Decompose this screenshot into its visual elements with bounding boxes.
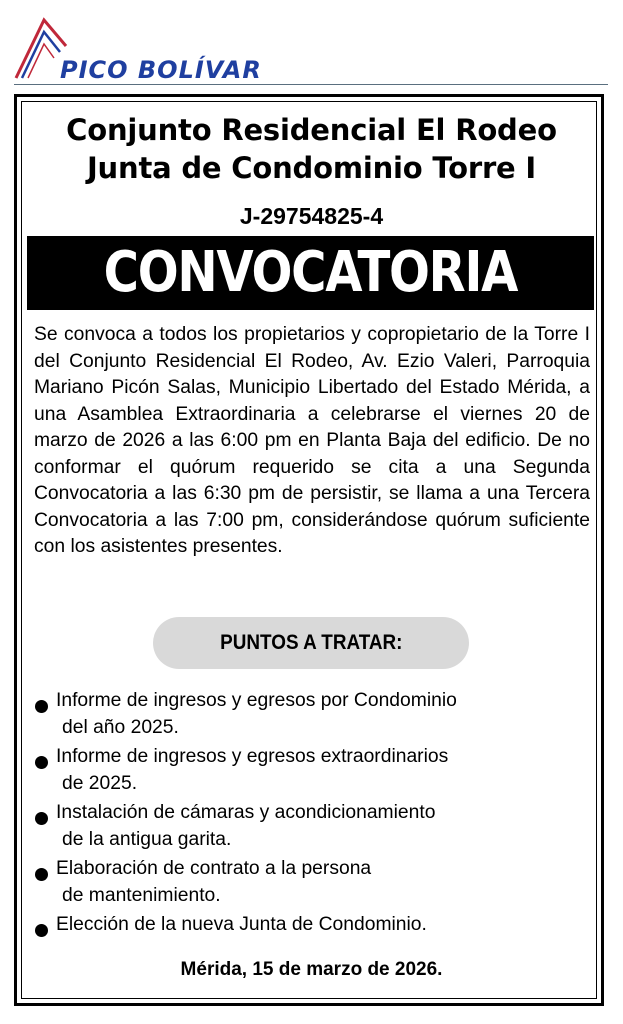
agenda-item-line2: de la antigua garita.	[62, 829, 232, 850]
agenda-item-line2: de mantenimiento.	[62, 885, 221, 906]
bullet-icon	[35, 868, 48, 881]
agenda-item	[34, 799, 594, 853]
bullet-icon	[35, 812, 48, 825]
agenda-heading-text: PUNTOS A TRATAR:	[219, 631, 403, 654]
rif-number: J-29754825-4	[239, 203, 384, 229]
bullet-icon	[35, 756, 48, 769]
notice-date: Mérida, 15 de marzo de 2026.	[180, 959, 443, 980]
bullet-icon	[35, 700, 48, 713]
agenda-item-line2: de 2025.	[62, 773, 138, 794]
agenda-heading	[153, 617, 469, 669]
notice-title-line2: Junta de Condominio Torre I	[86, 151, 537, 185]
agenda-item	[34, 911, 594, 938]
page-header	[0, 0, 623, 88]
agenda-item	[34, 855, 594, 909]
agenda-item-line1: Elaboración de contrato a la persona	[56, 858, 372, 879]
agenda-item-line1: Elección de la nueva Junta de Condominio.	[56, 914, 427, 935]
banner-text: CONVOCATORIA	[103, 240, 518, 305]
notice-body: Se convoca a todos los propietarios y copropietario de la Torre I del Conjunto Residencial El Rodeo, Av. Ezio Valeri, Parroquia Mariano Picón Salas, Municipio Libertado del Estado Mérida, a una Asamblea Extraordinaria a celebrarse el viernes 20 de marzo de 2026 a las 6:00 pm en Planta Baja del edificio. De no conformar el quórum requerido se cita a una Segunda Convocatoria a las 6:30 pm de persistir, se llama a una Tercera Convocatoria a las 7:00 pm, considerándose quórum suficiente con los asistentes presentes.	[34, 324, 590, 557]
header-divider	[14, 84, 608, 85]
convocatoria-banner	[27, 236, 594, 310]
agenda-item-line1: Instalación de cámaras y acondicionamiento	[56, 802, 436, 823]
agenda-item	[34, 743, 594, 797]
agenda-item	[34, 687, 594, 741]
agenda-item-line2: del año 2025.	[62, 717, 179, 738]
agenda-item-line1: Informe de ingresos y egresos extraordinarios	[56, 746, 449, 767]
logo-text: PICO BOLÍVAR	[60, 56, 262, 84]
agenda-item-line1: Informe de ingresos y egresos por Condominio	[56, 690, 457, 711]
agenda-list	[34, 687, 594, 940]
bullet-icon	[35, 924, 48, 937]
pico-bolivar-logo	[14, 12, 262, 84]
notice-title-line1: Conjunto Residencial El Rodeo	[66, 113, 557, 147]
